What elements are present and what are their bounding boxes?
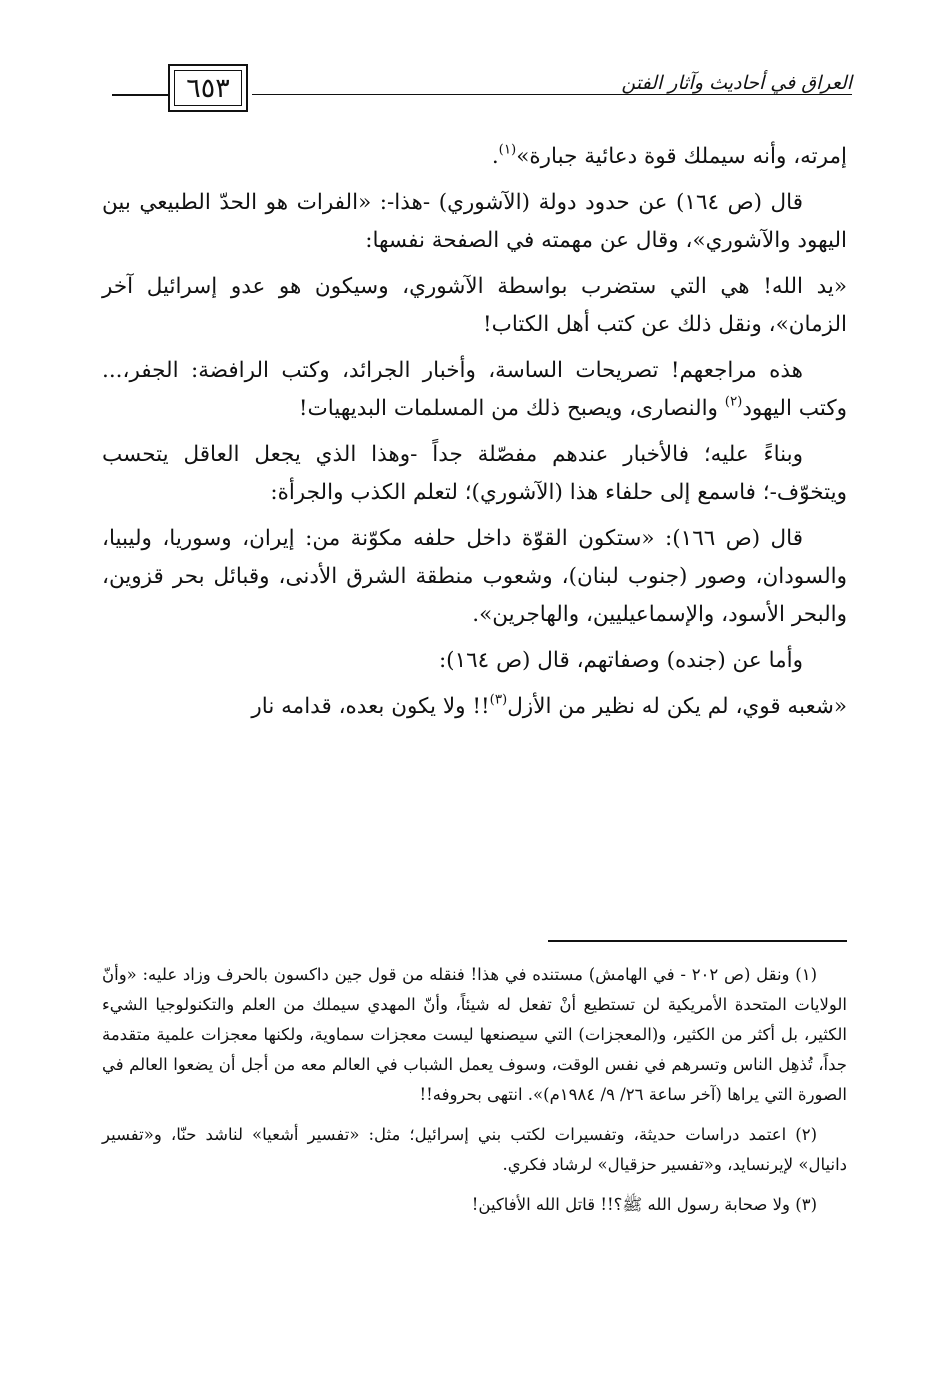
paragraph-1-text: إمرته، وأنه سيملك قوة دعائية جبارة» xyxy=(516,144,847,169)
paragraph-4-text-a: هذه مراجعهم! تصريحات الساسة، وأخبار الجرائد، وكتب الرافضة: الجفر،... وكتب اليهود xyxy=(102,358,847,421)
page-header xyxy=(112,62,852,114)
paragraph-8-text-a: «شعبه قوي، لم يكن له نظير من الأزل xyxy=(507,694,847,719)
footnote-divider xyxy=(548,940,847,942)
footnote-1: (١) ونقل (ص ٢٠٢ - في الهامش) مستنده في هذا! فنقله من قول جين داكسون بالحرف وزاد عليه: «وأنّ الولايات المتحدة الأمريكية لن تستطيع أنْ تفعل له شيئاً، وأنّ المهدي سيملك من العلم والتكنولوجيا الشيء الكثير، بل أكثر من الكثير، و(المعجزات) التي سيصنعها ليست معجزات سماوية، ولكنها معجزات علمية متقدمة جداً، تُذهِل الناس وتسرهم في نفس الوقت، وسوف يعمل الشباب في العالم معه من أجل أن يضعوا العالم في الصورة التي يراها (آخر ساعة ٢٦/ ٩/ ١٩٨٤م)». انتهى بحروفه!! xyxy=(102,965,847,1104)
page-number: ٦٥٣ xyxy=(186,72,230,104)
paragraph-8-text-b: !! ولا يكون بعده، قدامه نار xyxy=(251,694,490,719)
paragraph-1 xyxy=(102,138,847,176)
paragraph-1-end: . xyxy=(491,144,499,169)
paragraph-4-text-b: والنصارى، ويصبح ذلك من المسلمات البديهيات! xyxy=(298,396,725,421)
page-number-box xyxy=(168,64,248,112)
main-text xyxy=(102,138,847,734)
running-title: العراق في أحاديث وآثار الفتن xyxy=(615,62,852,94)
paragraph-8 xyxy=(102,688,847,726)
footnote-3: (٣) ولا صحابة رسول الله ﷺ؟!! قاتل الله الأفاكين! xyxy=(471,1195,817,1214)
paragraph-2: قال (ص ١٦٤) عن حدود دولة (الآشوري) -هذا-: «الفرات هو الحدّ الطبيعي بين اليهود والآشوري»، وقال عن مهمته في الصفحة نفسها: xyxy=(102,190,847,253)
paragraph-3: «يد الله! هي التي ستضرب بواسطة الآشوري، وسيكون هو عدو إسرائيل آخر الزمان»، ونقل ذلك عن كتب أهل الكتاب! xyxy=(102,274,847,337)
footnote-ref-2: (٢) xyxy=(724,394,743,410)
header-rule-right xyxy=(252,94,852,95)
footnote-ref-1: (١) xyxy=(498,142,517,158)
footnotes xyxy=(102,960,847,1230)
paragraph-7: وأما عن (جنده) وصفاتهم، قال (ص ١٦٤): xyxy=(438,648,803,673)
paragraph-4 xyxy=(102,352,847,428)
paragraph-6: قال (ص ١٦٦): «ستكون القوّة داخل حلفه مكوّنة من: إيران، وسوريا، وليبيا، والسودان، وصور (جنوب لبنان)، وشعوب منطقة الشرق الأدنى، وقبائل بحر قزوين، والبحر الأسود، والإسماعيليين، والهاجرين». xyxy=(102,526,847,627)
paragraph-5: وبناءً عليه؛ فالأخبار عندهم مفصّلة جداً -وهذا الذي يجعل العاقل يتحسب ويتخوّف-؛ فاسمع إلى حلفاء هذا (الآشوري)؛ لتعلم الكذب والجرأة: xyxy=(102,442,847,505)
footnote-2: (٢) اعتمد دراسات حديثة، وتفسيرات لكتب بني إسرائيل؛ مثل: «تفسير أشعيا» لناشد حنّا، و«تفسير دانيال» لإيرنسايد، و«تفسير حزقيال» لرشاد فكري. xyxy=(102,1125,847,1174)
footnote-ref-3: (٣) xyxy=(489,692,508,708)
header-rule-left xyxy=(112,94,168,96)
